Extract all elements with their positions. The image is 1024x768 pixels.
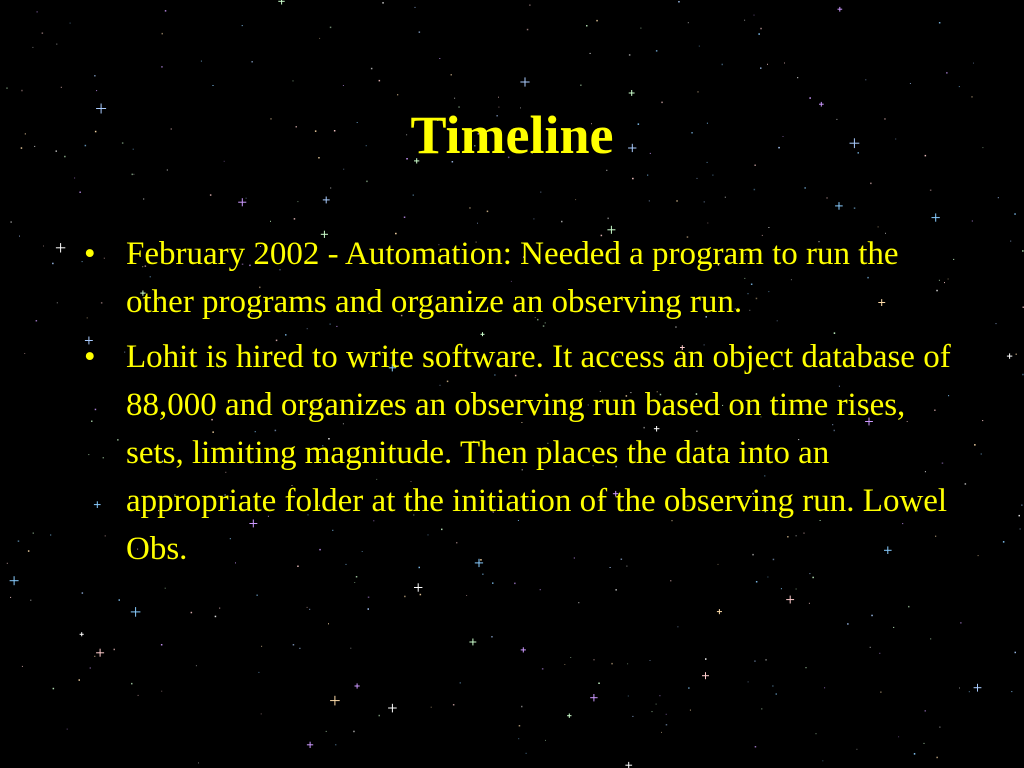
star	[561, 221, 563, 223]
star	[24, 353, 25, 354]
star	[131, 607, 141, 617]
star	[477, 223, 478, 224]
star	[725, 197, 726, 198]
star	[744, 20, 745, 21]
star	[796, 589, 797, 590]
star	[404, 596, 406, 598]
star	[258, 672, 259, 673]
star	[57, 302, 58, 303]
star	[797, 77, 798, 78]
star	[18, 540, 20, 542]
star	[94, 75, 96, 77]
bullet-item	[84, 230, 954, 326]
star	[705, 658, 707, 660]
star	[656, 50, 658, 52]
star	[835, 202, 843, 210]
star	[1022, 374, 1024, 376]
star	[998, 197, 999, 198]
bullet-text: Lohit is hired to write software. It access an object database of 88,000 and organizes an observing run based on time rises, sets, limiting magnitude. Then places the data into an appropriate folder at the initiation of the observing run. Lowel Obs.	[126, 339, 951, 567]
star	[596, 20, 598, 22]
star	[924, 743, 925, 744]
star	[590, 53, 591, 54]
star	[688, 22, 689, 23]
star	[659, 695, 660, 696]
star	[580, 85, 582, 87]
star	[786, 596, 794, 604]
star	[451, 74, 453, 76]
star	[529, 4, 531, 6]
star	[755, 746, 757, 748]
star	[1011, 691, 1012, 692]
star	[1014, 213, 1016, 215]
star	[466, 595, 467, 596]
star	[431, 707, 432, 708]
star	[413, 195, 414, 196]
star	[972, 221, 973, 222]
star	[297, 201, 298, 202]
star	[294, 218, 296, 220]
star	[198, 762, 199, 763]
star	[415, 7, 416, 8]
star	[397, 94, 398, 95]
star	[598, 683, 600, 685]
star	[1015, 652, 1017, 654]
star	[278, 0, 284, 5]
star	[10, 221, 12, 223]
star	[270, 221, 271, 222]
star	[131, 683, 133, 685]
star	[893, 627, 894, 628]
star	[754, 189, 756, 191]
star	[865, 79, 866, 80]
star	[371, 68, 373, 70]
star	[632, 716, 633, 717]
star	[143, 199, 144, 200]
star	[165, 10, 167, 12]
star	[722, 64, 724, 65]
star	[784, 63, 785, 64]
star	[119, 599, 121, 601]
star	[419, 31, 421, 33]
star	[761, 708, 762, 709]
star	[981, 454, 982, 455]
star	[586, 25, 588, 27]
star	[379, 80, 381, 82]
star	[973, 63, 974, 64]
star	[698, 91, 699, 92]
star	[330, 696, 340, 706]
star	[246, 198, 247, 199]
star	[518, 738, 519, 739]
star	[677, 626, 678, 627]
star	[564, 664, 565, 665]
star	[366, 181, 368, 183]
star	[520, 77, 529, 86]
star	[758, 33, 760, 35]
bullet-item	[84, 333, 954, 573]
star	[611, 663, 613, 665]
star	[28, 550, 30, 552]
star	[688, 687, 690, 689]
star	[647, 175, 648, 176]
star	[756, 581, 758, 583]
star	[353, 731, 355, 733]
star	[196, 665, 197, 666]
star	[335, 744, 336, 745]
star	[213, 85, 214, 86]
star	[22, 666, 23, 667]
star	[607, 218, 609, 220]
star	[162, 33, 164, 35]
star	[299, 648, 300, 649]
star	[165, 588, 166, 589]
star	[420, 594, 422, 596]
star	[878, 226, 879, 227]
star	[61, 87, 62, 88]
star	[826, 197, 828, 199]
star	[330, 188, 331, 189]
star	[161, 691, 162, 692]
star	[52, 263, 54, 265]
star	[754, 660, 756, 662]
star	[79, 679, 81, 681]
star	[661, 732, 662, 733]
star	[939, 22, 941, 24]
star	[10, 576, 19, 585]
star	[114, 649, 116, 651]
star	[454, 98, 455, 99]
star	[1007, 353, 1012, 358]
star	[567, 714, 571, 718]
star	[1022, 250, 1024, 252]
star	[542, 668, 544, 670]
star	[33, 533, 34, 534]
star	[910, 83, 911, 84]
star	[487, 211, 489, 213]
star	[974, 444, 976, 446]
star	[7, 563, 8, 564]
star	[908, 606, 910, 608]
star	[930, 190, 932, 192]
star	[42, 32, 44, 34]
star	[210, 194, 212, 196]
star	[256, 595, 258, 597]
star	[959, 688, 960, 689]
star	[625, 762, 632, 768]
star	[36, 320, 38, 322]
star	[191, 612, 193, 614]
star	[804, 187, 806, 189]
star	[656, 704, 657, 705]
star	[776, 693, 778, 695]
star	[627, 663, 628, 664]
star	[67, 729, 68, 730]
star	[712, 175, 713, 176]
star	[293, 80, 294, 81]
star	[760, 67, 762, 69]
star	[809, 603, 810, 604]
star	[765, 659, 767, 661]
star	[628, 696, 629, 697]
star	[996, 323, 997, 324]
star	[914, 753, 916, 755]
star	[854, 207, 856, 209]
star	[767, 64, 768, 65]
star	[545, 740, 546, 741]
bullet-icon: •	[84, 339, 96, 375]
star	[323, 197, 330, 204]
star	[414, 583, 422, 591]
star	[870, 183, 872, 185]
star	[514, 583, 516, 585]
star	[760, 28, 762, 30]
star	[959, 86, 960, 87]
star	[871, 615, 873, 617]
star	[946, 72, 948, 74]
star	[326, 731, 327, 732]
star	[972, 96, 973, 97]
star	[707, 223, 708, 224]
star	[615, 589, 617, 591]
star	[847, 623, 849, 625]
star	[781, 588, 782, 589]
star	[824, 687, 825, 688]
star	[768, 227, 769, 228]
star	[932, 213, 940, 221]
star	[70, 23, 71, 24]
star	[37, 11, 38, 12]
star	[30, 600, 31, 601]
star	[925, 710, 927, 712]
star	[939, 727, 940, 728]
star	[368, 608, 370, 610]
star	[670, 580, 671, 581]
star	[575, 199, 576, 200]
star	[261, 646, 262, 647]
star	[578, 602, 579, 603]
star	[969, 691, 970, 692]
star	[74, 178, 75, 179]
star	[238, 198, 246, 206]
star	[328, 623, 329, 624]
star	[533, 218, 534, 219]
star	[492, 582, 494, 584]
star	[676, 200, 678, 202]
star	[80, 632, 84, 636]
star	[519, 725, 521, 727]
star	[343, 85, 344, 86]
slide-title: Timeline	[410, 105, 614, 165]
star	[469, 639, 476, 646]
star	[690, 710, 691, 711]
star	[540, 589, 541, 590]
star	[678, 1, 680, 3]
star	[7, 88, 8, 89]
bullet-text: February 2002 - Automation: Needed a program to run the other programs and organize an observing run.	[126, 236, 899, 320]
star	[82, 261, 83, 262]
star	[242, 25, 243, 26]
star	[404, 217, 406, 219]
star	[879, 653, 880, 654]
star	[469, 207, 471, 209]
star	[491, 636, 493, 638]
star	[21, 90, 23, 92]
star	[748, 681, 749, 682]
star	[319, 38, 320, 39]
star	[453, 704, 455, 706]
star	[355, 683, 360, 688]
star	[379, 715, 381, 717]
star	[56, 243, 65, 252]
star	[43, 246, 44, 247]
star	[960, 622, 962, 624]
star	[666, 714, 667, 715]
star	[79, 192, 81, 194]
star	[251, 61, 253, 63]
star	[870, 647, 871, 648]
star	[498, 97, 499, 98]
star	[521, 647, 526, 652]
star	[697, 178, 698, 179]
star	[161, 644, 163, 646]
star	[936, 757, 938, 759]
star	[702, 672, 709, 679]
star	[772, 686, 773, 687]
star	[527, 29, 529, 31]
star	[90, 668, 91, 669]
star	[388, 704, 397, 713]
star	[161, 66, 163, 68]
star	[307, 742, 313, 748]
star	[809, 97, 811, 99]
star	[717, 609, 722, 614]
star	[930, 638, 931, 639]
star	[201, 61, 202, 62]
star	[822, 760, 823, 761]
star	[53, 688, 55, 690]
star	[354, 582, 355, 583]
star	[632, 178, 634, 180]
star	[368, 597, 370, 599]
star	[649, 200, 650, 201]
star	[590, 694, 597, 701]
star	[856, 749, 857, 750]
star	[96, 649, 104, 657]
star	[50, 535, 51, 536]
star	[629, 54, 631, 56]
star	[965, 483, 967, 485]
star	[594, 659, 595, 660]
star	[1020, 529, 1021, 530]
star	[754, 15, 755, 16]
star	[704, 201, 705, 202]
star	[330, 27, 332, 29]
star	[96, 90, 97, 91]
star	[650, 660, 651, 661]
star	[666, 724, 668, 726]
star	[10, 597, 11, 598]
star	[629, 90, 635, 96]
star	[460, 682, 461, 683]
star	[1003, 541, 1005, 543]
bullet-icon: •	[84, 236, 96, 272]
star	[94, 656, 95, 657]
star	[526, 753, 527, 754]
star	[138, 695, 139, 696]
star	[1010, 241, 1011, 242]
star	[838, 7, 843, 12]
bullet-list	[84, 230, 954, 580]
star	[806, 667, 807, 668]
star	[982, 420, 983, 421]
star	[1016, 354, 1018, 356]
star	[1021, 505, 1022, 506]
star	[570, 657, 571, 658]
star	[1019, 515, 1021, 517]
star	[293, 644, 295, 646]
star	[261, 713, 262, 714]
star	[309, 609, 310, 610]
star	[82, 592, 84, 594]
star	[133, 174, 134, 175]
star	[215, 616, 217, 618]
star	[880, 691, 882, 693]
star	[978, 555, 979, 556]
star	[974, 684, 982, 692]
star	[521, 706, 523, 708]
star	[132, 174, 134, 176]
star	[652, 711, 653, 712]
star	[699, 46, 700, 47]
star	[350, 648, 351, 649]
star	[19, 236, 20, 237]
star	[640, 28, 641, 29]
star	[898, 736, 899, 737]
star	[56, 44, 57, 45]
star	[439, 58, 440, 59]
star	[816, 733, 817, 734]
star	[307, 607, 308, 608]
star	[219, 608, 220, 609]
star	[32, 47, 33, 48]
star	[540, 192, 541, 193]
star	[382, 2, 384, 4]
